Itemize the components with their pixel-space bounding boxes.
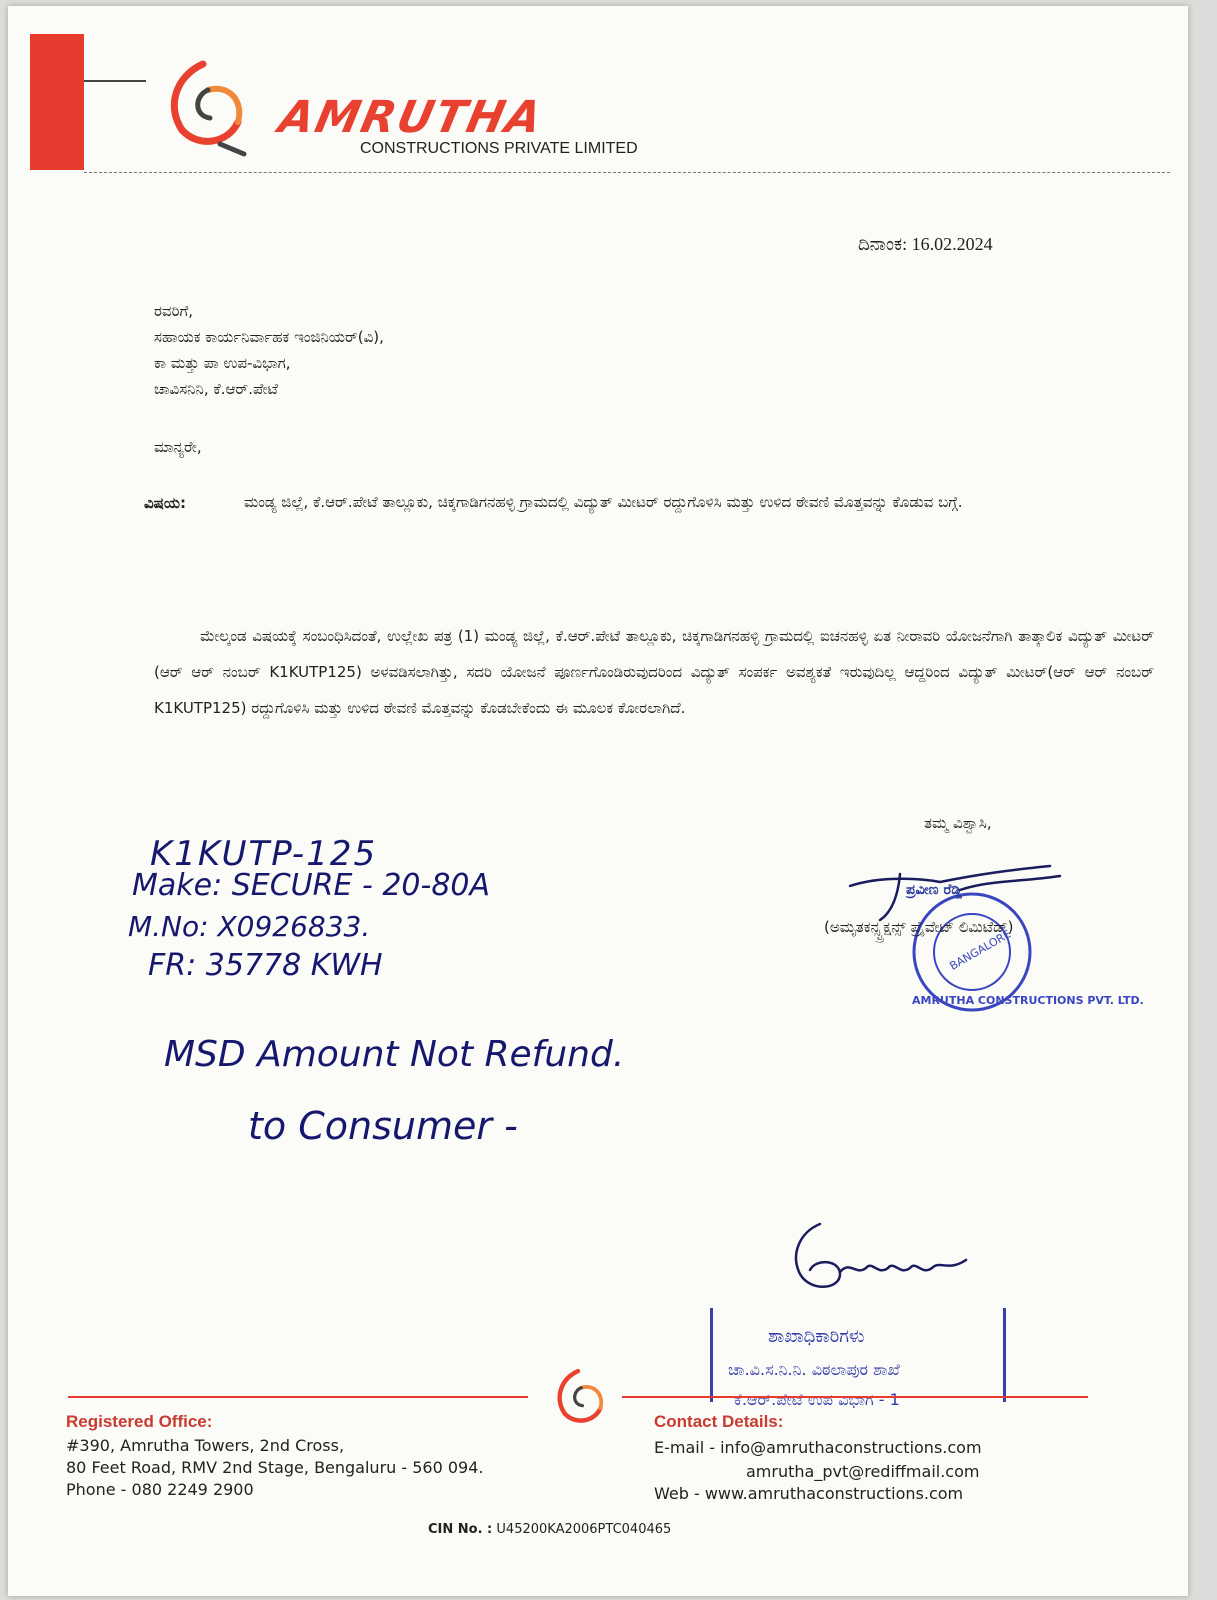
company-brand-name: AMRUTHA — [274, 92, 548, 143]
cin-number — [428, 1522, 671, 1537]
company-seal-icon — [892, 886, 1144, 1012]
letterhead-line — [84, 80, 146, 82]
contact-email-secondary: amrutha_pvt@rediffmail.com — [746, 1462, 980, 1481]
footer-divider-left — [68, 1396, 528, 1398]
seal-center-text: BANGALORE — [947, 927, 1014, 973]
contact-website: Web - www.amruthaconstructions.com — [654, 1484, 964, 1503]
handwritten-make: Make: SECURE - 20-80A — [132, 868, 491, 903]
footer-logo-icon — [546, 1366, 610, 1430]
registered-address-line: 80 Feet Road, RMV 2nd Stage, Bengaluru - 560 094. — [66, 1458, 484, 1477]
seal-name: ಪ್ರವೀಣ ರೆಡ್ಡಿ — [906, 882, 962, 898]
branch-office-stamp — [710, 1308, 1006, 1402]
handwritten-msd-note: MSD Amount Not Refund. — [164, 1034, 625, 1075]
company-name-kannada: (ಅಮೃತಕನ್ಸ್ಟ್ರಕ್ಷನ್ಸ್ ಪ್ರೈವೇಟ್ ಲಿಮಿಟೆಡ್) — [824, 918, 1014, 936]
handwritten-rr-number: K1KUTP-125 — [150, 834, 378, 874]
seal-ring-text: AMRUTHA CONSTRUCTIONS PVT. LTD. — [912, 994, 1144, 1007]
handwritten-meter-number: M.No: X0926833. — [128, 910, 371, 943]
closing-text: ತಮ್ಮ ವಿಶ್ವಾಸಿ, — [924, 814, 992, 832]
letterhead-side-bar — [30, 34, 84, 170]
contact-details-title: Contact Details: — [654, 1412, 784, 1431]
salutation: ಮಾನ್ಯರೇ, — [154, 438, 202, 456]
letter-page — [8, 6, 1188, 1596]
footer-divider-right — [622, 1396, 1088, 1398]
contact-email-primary: E-mail - info@amruthaconstructions.com — [654, 1438, 982, 1457]
registered-phone: Phone - 080 2249 2900 — [66, 1480, 254, 1499]
stamp-subdivision: ಕೆ.ಆರ್.ಪೇಟೆ ಉಪ ವಿಭಾಗ - 1 — [734, 1390, 900, 1409]
letter-date: ದಿನಾಂಕ: 16.02.2024 — [858, 234, 993, 254]
recipient-line: ರವರಿಗೆ, — [154, 302, 193, 320]
stamp-branch: ಚಾ.ವಿ.ಸ.ನಿ.ನಿ. ವಿಠಲಾಪುರ ಶಾಖೆ — [728, 1360, 900, 1379]
recipient-line: ಕಾ ಮತ್ತು ಪಾ ಉಪ-ವಿಭಾಗ, — [154, 354, 291, 372]
stamp-title: ಶಾಖಾಧಿಕಾರಿಗಳು — [768, 1326, 865, 1347]
registered-office-title: Registered Office: — [66, 1412, 213, 1431]
cin-value: U45200KA2006PTC040465 — [496, 1522, 672, 1537]
handwritten-consumer-note: to Consumer - — [248, 1104, 518, 1148]
body-paragraph: ಮೇಲ್ಕಂಡ ವಿಷಯಕ್ಕೆ ಸಂಬಂಧಿಸಿದಂತೆ, ಉಲ್ಲೇಖ ಪತ್ರ (1) ಮಂಡ್ಯ ಜಿಲ್ಲೆ, ಕೆ.ಆರ್.ಪೇಟೆ ತಾಲ್ಲೂಕು, ಚಿಕ್ಕಗಾಡಿಗನಹಳ್ಳಿ ಗ್ರಾಮದಲ್ಲಿ ಐಚನಹಳ್ಳಿ ಏತ ನೀರಾವರಿ ಯೋಜನೆಗಾಗಿ ತಾತ್ಕಾಲಿಕ ವಿದ್ಯುತ್ ಮೀಟರ್ (ಆರ್ ಆರ್ ನಂಬರ್ K1KUTP125) ಅಳವಡಿಸಲಾಗಿತ್ತು, ಸದರಿ ಯೋಜನೆ ಪೂರ್ಣಗೊಂಡಿರುವುದರಿಂದ ವಿದ್ಯುತ್ ಸಂಪರ್ಕ ಅವಶ್ಯಕತೆ ಇರುವುದಿಲ್ಲ ಆದ್ದರಿಂದ ವಿದ್ಯುತ್ ಮೀಟರ್(ಆರ್ ಆರ್ ನಂಬರ್ K1KUTP125) ರದ್ದುಗೊಳಿಸಿ ಮತ್ತು ಉಳಿದ ಠೇವಣಿ ಮೊತ್ತವನ್ನು ಕೊಡಬೇಕೆಂದು ಈ ಮೂಲಕ ಕೋರಲಾಗಿದೆ. — [154, 627, 1154, 717]
registered-address-line: #390, Amrutha Towers, 2nd Cross, — [66, 1436, 345, 1455]
company-subtitle: CONSTRUCTIONS PRIVATE LIMITED — [360, 140, 638, 157]
company-logo-icon — [158, 56, 248, 156]
recipient-address — [154, 298, 384, 402]
officer-signature-icon — [780, 1214, 980, 1300]
subject-text: ಮಂಡ್ಯ ಜಿಲ್ಲೆ, ಕೆ.ಆರ್.ಪೇಟೆ ತಾಲ್ಲೂಕು, ಚಿಕ್ಕಗಾಡಿಗನಹಳ್ಳಿ ಗ್ರಾಮದಲ್ಲಿ ವಿದ್ಯುತ್ ಮೀಟರ್ ರದ್ದುಗೊಳಿಸಿ ಮತ್ತು ಉಳಿದ ಠೇವಣಿ ಮೊತ್ತವನ್ನು ಕೊಡುವ ಬಗ್ಗೆ. — [244, 493, 963, 511]
recipient-line: ಚಾವಿಸನಿನಿ, ಕೆ.ಆರ್.ಪೇಟೆ — [154, 380, 278, 398]
handwritten-final-reading: FR: 35778 KWH — [148, 948, 383, 983]
subject-label: ವಿಷಯ: — [144, 494, 186, 512]
recipient-line: ಸಹಾಯಕ ಕಾರ್ಯನಿರ್ವಾಹಕ ಇಂಜಿನಿಯರ್(ವಿ), — [154, 328, 384, 346]
cin-label: CIN No. : — [428, 1522, 493, 1537]
header-divider — [84, 172, 1170, 173]
